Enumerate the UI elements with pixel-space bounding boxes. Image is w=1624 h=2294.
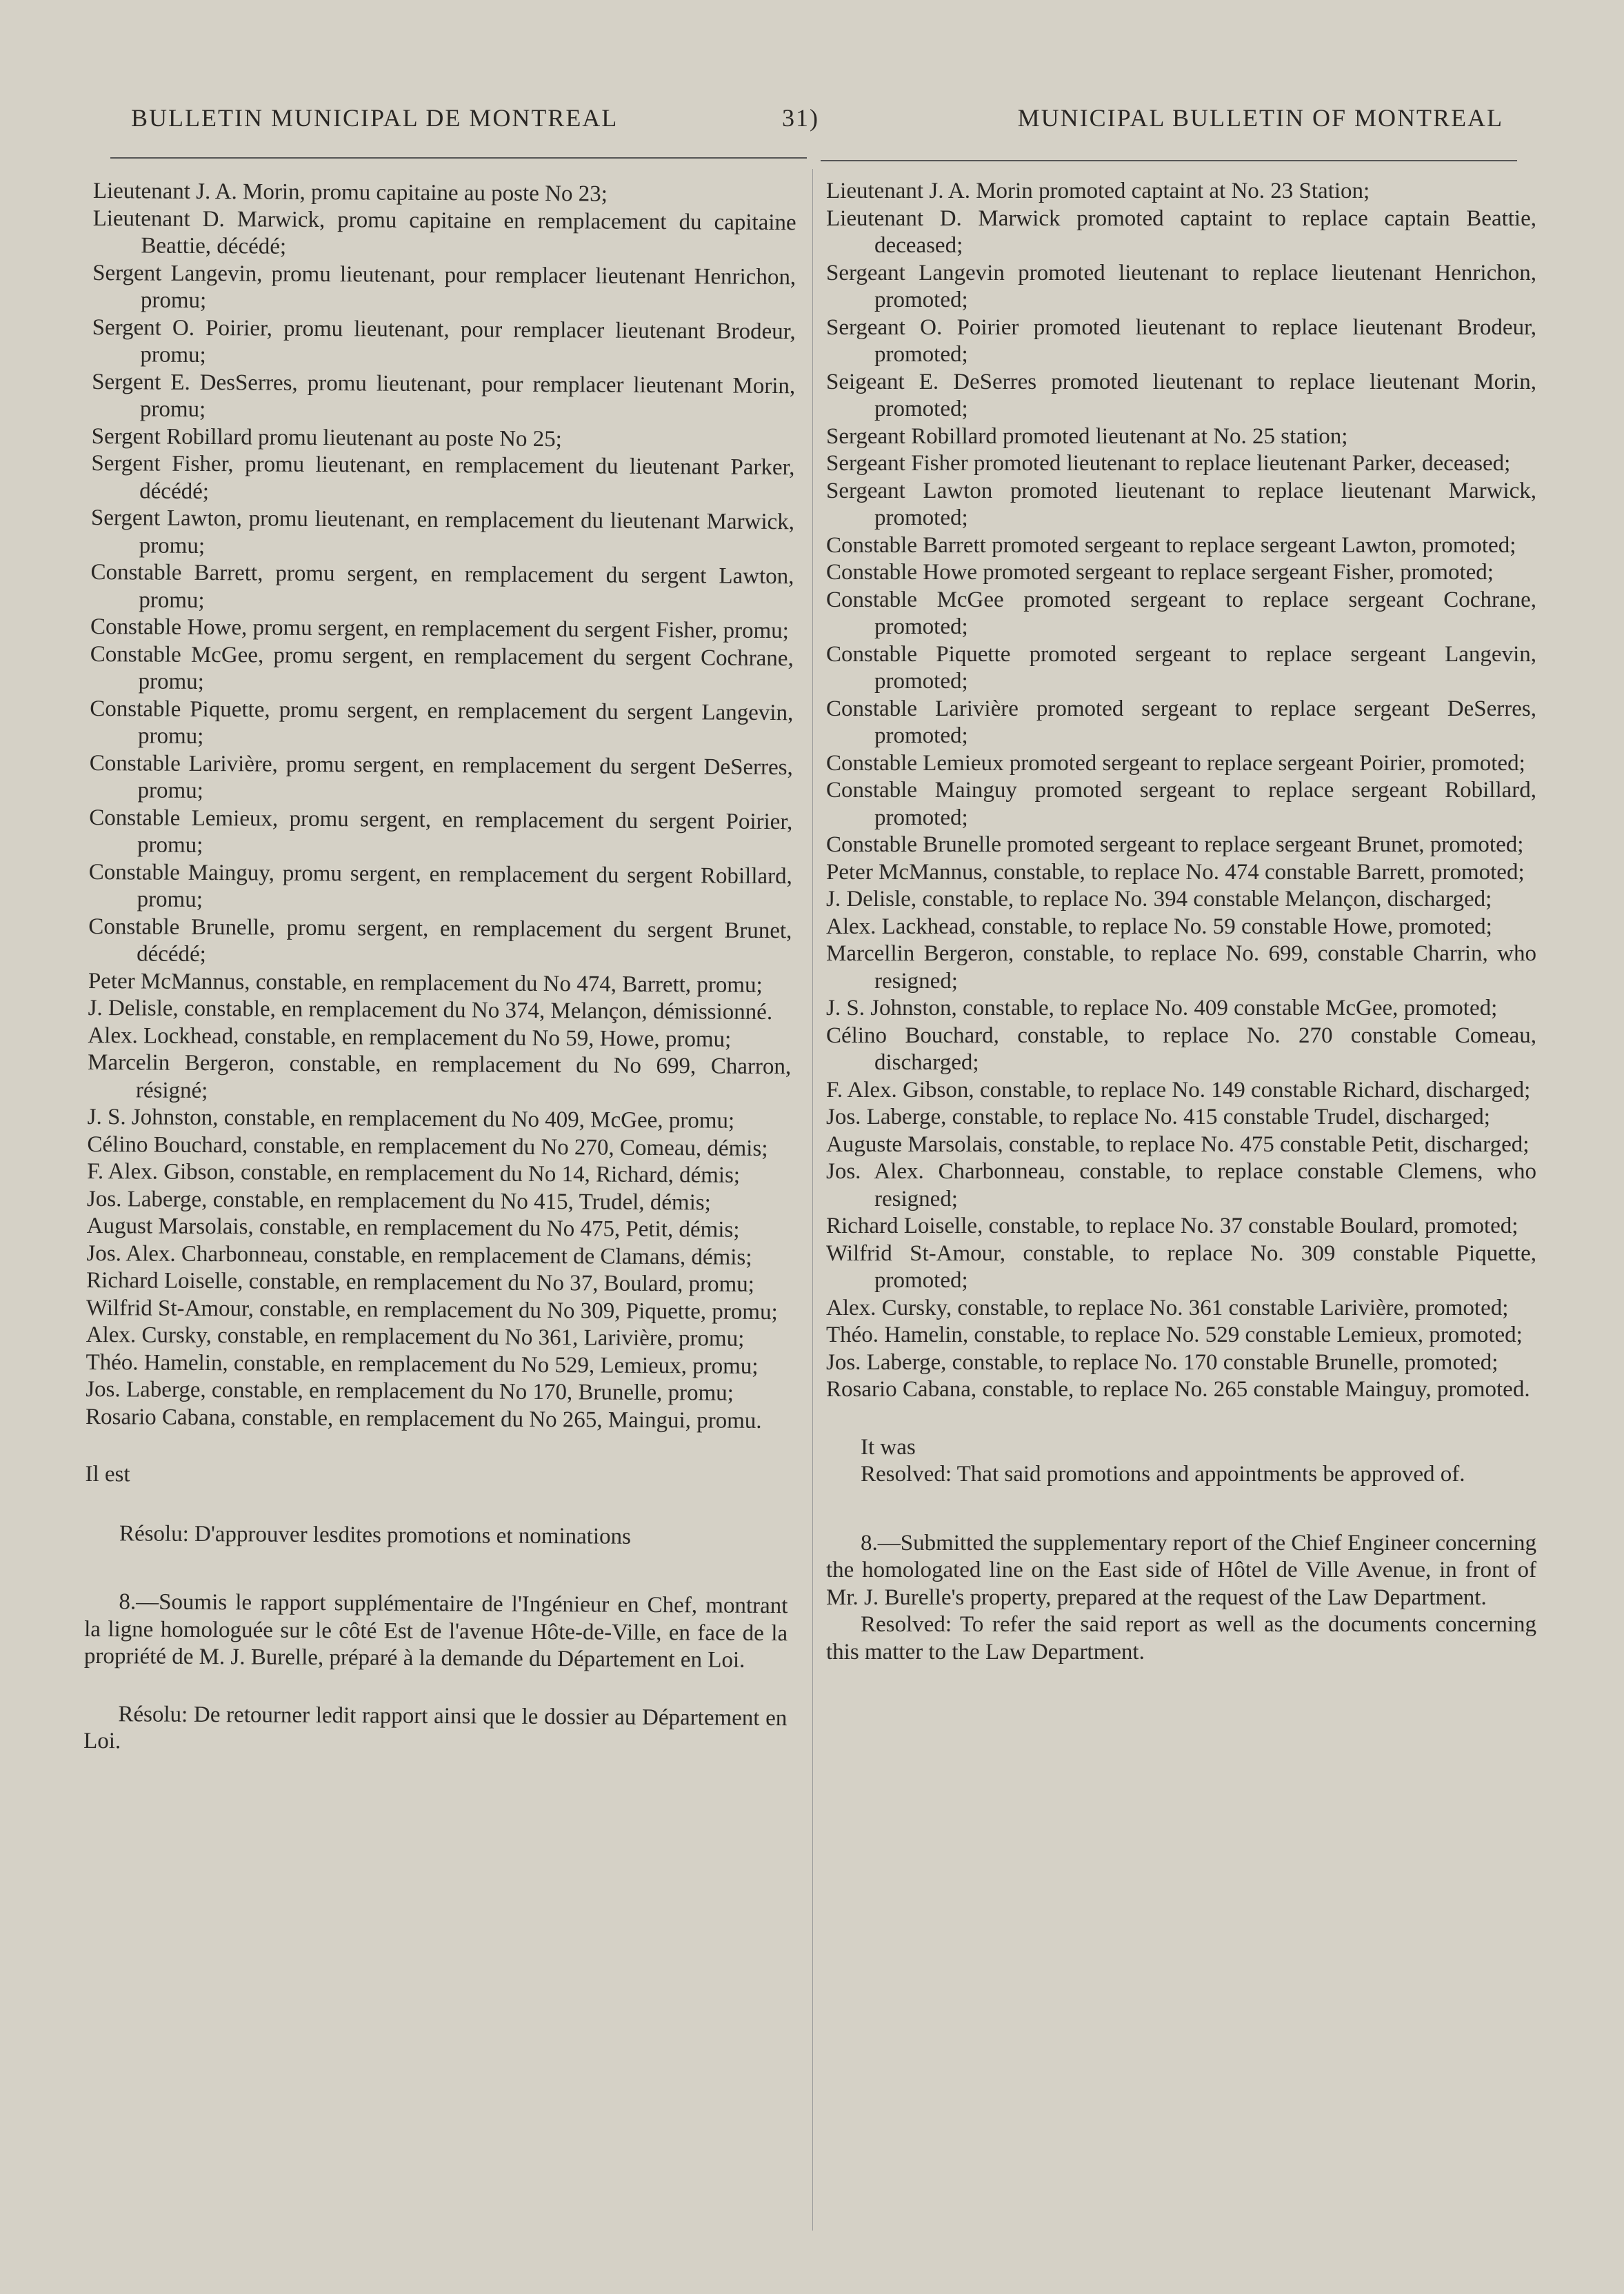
english-entry: Lieutenant D. Marwick promoted captaint to replace captain Beattie, deceased;: [826, 205, 1536, 258]
french-entry: Sergent E. DesSerres, promu lieutenant, pour remplacer lieutenant Morin, promu;: [92, 369, 796, 423]
french-entry: Alex. Cursky, constable, en remplacement du No 361, Larivière, promu;: [86, 1322, 745, 1351]
french-entry: Jos. Alex. Charbonneau, constable, en remplacement de Clamans, démis;: [86, 1240, 752, 1270]
french-entry: Constable Piquette, promu sergent, en remplacement du sergent Langevin, promu;: [90, 696, 794, 749]
english-entry: Constable Piquette promoted sergeant to replace sergeant Langevin, promoted;: [826, 641, 1536, 694]
french-resolution-2: Résolu: De retourner ledit rapport ainsi que le dossier au Département en Loi.: [83, 1701, 788, 1754]
header-rule-left: [110, 157, 807, 159]
header-english-title: MUNICIPAL BULLETIN OF MONTREAL: [1017, 104, 1503, 132]
french-entry: Richard Loiselle, constable, en remplacement du No 37, Boulard, promu;: [86, 1267, 754, 1297]
english-item-8: 8.—Submitted the supplementary report of the Chief Engineer concerning the homologated line on the East side of Hôtel de Ville Avenue, in front of Mr. J. Burelle's property, prepared at the request of the Law Department.: [826, 1530, 1536, 1610]
english-entry: Jos. Alex. Charbonneau, constable, to replace constable Clemens, who resigned;: [826, 1159, 1536, 1211]
french-item-8: 8.—Soumis le rapport supplémentaire de l'Ingénieur en Chef, montrant la ligne homologuée sur le côté Est de l'avenue Hôte-de-Ville, en face de la propriété de M. J. Burelle, préparé à la demande du Département en Loi.: [83, 1589, 788, 1673]
french-entry: Lieutenant J. A. Morin, promu capitaine au poste No 23;: [92, 178, 608, 207]
english-entry: Constable Howe promoted sergeant to replace sergeant Fisher, promoted;: [826, 560, 1494, 585]
french-entry: Peter McMannus, constable, en remplacement du No 474, Barrett, promu;: [88, 968, 763, 998]
english-entry: Peter McMannus, constable, to replace No. 474 constable Barrett, promoted;: [826, 859, 1525, 885]
french-entry: Rosario Cabana, constable, en remplacement du No 265, Maingui, promu.: [85, 1404, 762, 1433]
english-entry: Wilfrid St-Amour, constable, to replace No. 309 constable Piquette, promoted;: [826, 1240, 1536, 1293]
english-resolution-2: Resolved: To refer the said report as well as the documents concerning this matter to the Law Department.: [826, 1612, 1536, 1664]
english-entry: Constable McGee promoted sergeant to replace sergeant Cochrane, promoted;: [826, 587, 1536, 639]
english-entry: Richard Loiselle, constable, to replace No. 37 constable Boulard, promoted;: [826, 1214, 1518, 1238]
english-entry: Marcellin Bergeron, constable, to replace No. 699, constable Charrin, who resigned;: [826, 941, 1536, 994]
french-entry: J. S. Johnston, constable, en remplacement du No 409, McGee, promu;: [87, 1104, 735, 1134]
french-entry: Célino Bouchard, constable, en remplacement du No 270, Comeau, démis;: [87, 1131, 768, 1161]
english-entry: Sergeant Lawton promoted lieutenant to replace lieutenant Marwick, promoted;: [826, 478, 1536, 530]
french-il-est: Il est: [85, 1461, 130, 1487]
french-entry: Constable McGee, promu sergent, en remplacement du sergent Cochrane, promu;: [90, 641, 794, 694]
french-entry: Constable Brunelle, promu sergent, en remplacement du sergent Brunet, décédé;: [88, 914, 792, 967]
french-entry: Constable Barrett, promu sergent, en remplacement du sergent Lawton, promu;: [90, 559, 794, 613]
english-entry: Constable Brunelle promoted sergeant to replace sergeant Brunet, promoted;: [826, 832, 1524, 857]
english-entry: Constable Mainguy promoted sergeant to replace sergeant Robillard, promoted;: [826, 778, 1536, 830]
french-resolution-1: Résolu: D'approuver lesdites promotions et nominations: [119, 1520, 632, 1549]
english-entry: Constable Larivière promoted sergeant to replace sergeant DeSerres, promoted;: [826, 696, 1536, 748]
column-divider: [812, 169, 813, 2231]
french-entry: Jos. Laberge, constable, en remplacement du No 170, Brunelle, promu;: [86, 1376, 734, 1406]
french-entry: Sergent Fisher, promu lieutenant, en remplacement du lieutenant Parker, décédé;: [91, 450, 795, 504]
english-entry: Sergeant Langevin promoted lieutenant to replace lieutenant Henrichon, promoted;: [826, 260, 1536, 312]
english-resolution-1: Resolved: That said promotions and appointments be approved of.: [861, 1462, 1465, 1487]
english-entry: J. S. Johnston, constable, to replace No. 409 constable McGee, promoted;: [826, 996, 1498, 1020]
french-entry: Wilfrid St-Amour, constable, en remplacement du No 309, Piquette, promu;: [86, 1295, 778, 1325]
french-entry: J. Delisle, constable, en remplacement du No 374, Melançon, démissionné.: [88, 995, 773, 1025]
french-entry: Jos. Laberge, constable, en remplacement du No 415, Trudel, démis;: [86, 1186, 711, 1215]
header-rule-right: [821, 160, 1517, 161]
french-entry: Sergent O. Poirier, promu lieutenant, pour remplacer lieutenant Brodeur, promu;: [92, 314, 796, 368]
english-entry: Alex. Lackhead, constable, to replace No. 59 constable Howe, promoted;: [826, 914, 1492, 939]
english-entry: Jos. Laberge, constable, to replace No. 170 constable Brunelle, promoted;: [826, 1349, 1498, 1375]
english-entry: Sergeant Robillard promoted lieutenant at No. 25 station;: [826, 423, 1348, 449]
english-entry: Sergeant O. Poirier promoted lieutenant to replace lieutenant Brodeur, promoted;: [826, 314, 1536, 367]
french-entry: Constable Larivière, promu sergent, en remplacement du sergent DeSerres, promu;: [89, 750, 793, 803]
english-entry: J. Delisle, constable, to replace No. 394 constable Melançon, discharged;: [826, 887, 1492, 912]
english-entry: Sergeant Fisher promoted lieutenant to replace lieutenant Parker, deceased;: [826, 451, 1511, 476]
french-entry: F. Alex. Gibson, constable, en remplacement du No 14, Richard, démis;: [87, 1158, 741, 1188]
english-entry: Auguste Marsolais, constable, to replace No. 475 constable Petit, discharged;: [826, 1131, 1530, 1157]
english-entry: Seigeant E. DeSerres promoted lieutenant to replace lieutenant Morin, promoted;: [826, 369, 1536, 421]
english-entries: [826, 178, 1536, 1404]
french-entry: Marcelin Bergeron, constable, en remplacement du No 699, Charron, résigné;: [88, 1049, 792, 1103]
french-entry: Sergent Langevin, promu lieutenant, pour remplacer lieutenant Henrichon, promu;: [92, 260, 796, 314]
french-entry: Alex. Lockhead, constable, en remplacement du No 59, Howe, promu;: [88, 1023, 732, 1052]
english-it-was: It was: [861, 1434, 916, 1460]
french-entry: Lieutenant D. Marwick, promu capitaine en remplacement du capitaine Beattie, décédé;: [92, 205, 796, 259]
english-entry: Théo. Hamelin, constable, to replace No. 529 constable Lemieux, promoted;: [826, 1322, 1523, 1347]
french-entry: Constable Mainguy, promu sergent, en remplacement du sergent Robillard, promu;: [88, 859, 792, 912]
french-entry: Sergent Robillard promu lieutenant au poste No 25;: [91, 423, 563, 452]
french-column: [83, 178, 796, 1760]
header-french-title: BULLETIN MUNICIPAL DE MONTREAL: [131, 104, 619, 132]
english-entry: Lieutenant J. A. Morin promoted captaint at No. 23 Station;: [826, 179, 1370, 203]
english-entry: Célino Bouchard, constable, to replace No. 270 constable Comeau, discharged;: [826, 1023, 1536, 1075]
english-entry: Rosario Cabana, constable, to replace No. 265 constable Mainguy, promoted.: [826, 1377, 1530, 1402]
english-entry: Alex. Cursky, constable, to replace No. 361 constable Larivière, promoted;: [826, 1295, 1509, 1320]
french-entries: [86, 178, 796, 1435]
page-number: 31): [782, 104, 819, 132]
english-entry: Constable Lemieux promoted sergeant to replace sergeant Poirier, promoted;: [826, 750, 1525, 776]
french-entry: August Marsolais, constable, en remplacement du No 475, Petit, démis;: [86, 1213, 740, 1242]
french-entry: Sergent Lawton, promu lieutenant, en remplacement du lieutenant Marwick, promu;: [90, 505, 795, 559]
english-entry: Jos. Laberge, constable, to replace No. 415 constable Trudel, discharged;: [826, 1105, 1490, 1129]
french-entry: Constable Howe, promu sergent, en remplacement du sergent Fisher, promu;: [90, 614, 790, 644]
french-entry: Constable Lemieux, promu sergent, en remplacement du sergent Poirier, promu;: [89, 805, 793, 858]
english-entry: Constable Barrett promoted sergeant to replace sergeant Lawton, promoted;: [826, 532, 1516, 558]
french-entry: Théo. Hamelin, constable, en remplacement du No 529, Lemieux, promu;: [86, 1349, 759, 1379]
page-header: [131, 103, 1503, 145]
english-entry: F. Alex. Gibson, constable, to replace No. 149 constable Richard, discharged;: [826, 1077, 1531, 1103]
english-column: [826, 178, 1536, 1666]
